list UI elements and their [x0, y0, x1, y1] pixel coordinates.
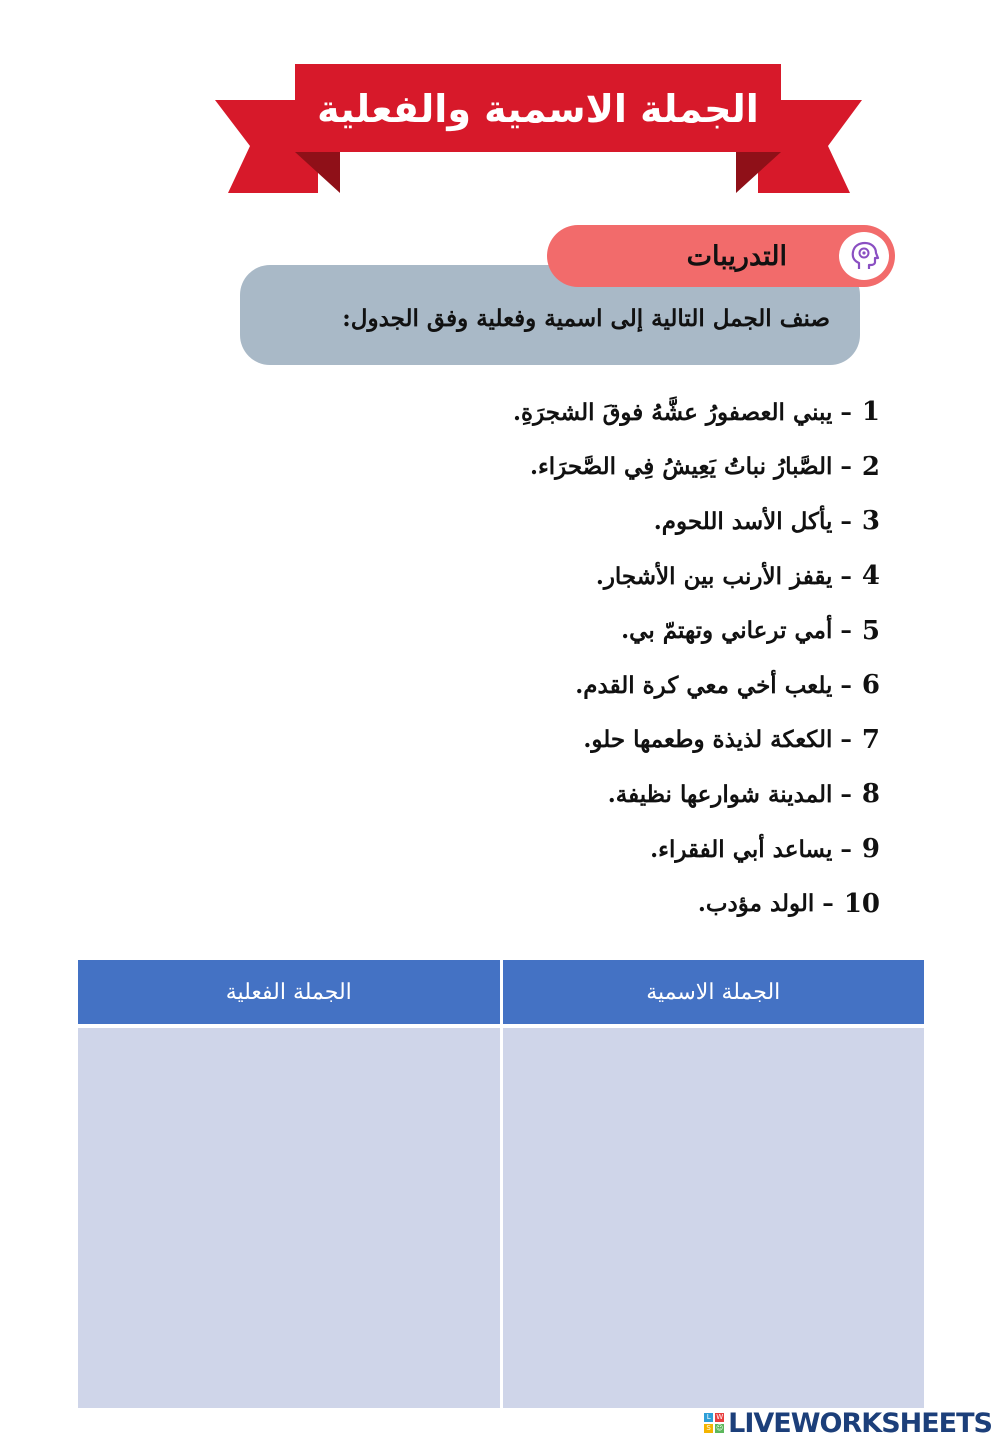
liveworksheets-logo [704, 1405, 992, 1441]
logo-blocks-icon [704, 1413, 724, 1433]
sentence-text: – أمي ترعاني وتهتمّ بي. [621, 617, 852, 645]
list-item [320, 822, 880, 877]
logo-text: LIVEWORKSHEETS [728, 1407, 992, 1439]
sentence-text: – الصَّبارُ نباتُ يَعِيشُ فِي الصَّحرَاء. [529, 453, 852, 481]
sentence-number: 10 [843, 888, 880, 919]
logo-block: S [704, 1424, 713, 1433]
sentence-number: 4 [861, 561, 880, 592]
list-item [320, 876, 880, 931]
sentence-number: 6 [861, 670, 880, 701]
list-item [320, 603, 880, 658]
verbal-drop-zone[interactable] [78, 1028, 500, 1408]
sentence-text: – الكعكة لذيذة وطعمها حلو. [583, 726, 852, 754]
sentence-number: 3 [861, 506, 880, 537]
instruction-text: صنف الجمل التالية إلى اسمية وفعلية وفق الجدول: [342, 305, 830, 332]
nominal-drop-zone[interactable] [503, 1028, 925, 1408]
sentence-text: – يلعب أخي معي كرة القدم. [575, 671, 852, 699]
sentence-list [320, 385, 880, 931]
sentence-text: – يساعد أبي الفقراء. [650, 835, 852, 863]
sentence-text: – المدينة شوارعها نظيفة. [607, 780, 852, 808]
list-item [320, 658, 880, 713]
sentence-text: – يأكل الأسد اللحوم. [653, 507, 852, 535]
logo-block: W [716, 1413, 724, 1421]
list-item [320, 440, 880, 495]
sentence-text: – يبني العصفورُ عشَّهُ فوقَ الشجرَةِ. [513, 398, 852, 426]
list-item [320, 494, 880, 549]
title-banner [210, 58, 870, 203]
sentence-number: 1 [861, 397, 880, 428]
sentence-number: 2 [861, 451, 880, 482]
sentence-number: 8 [861, 779, 880, 810]
list-item [320, 713, 880, 768]
list-item [320, 549, 880, 604]
nominal-column-header: الجملة الاسمية [503, 960, 925, 1024]
list-item [320, 767, 880, 822]
verbal-column-header: الجملة الفعلية [78, 960, 500, 1024]
logo-block: ☺ [716, 1424, 724, 1432]
list-item [320, 385, 880, 440]
sentence-number: 5 [861, 615, 880, 646]
head-gear-icon [839, 232, 889, 280]
sentence-number: 9 [861, 834, 880, 865]
sentence-number: 7 [861, 724, 880, 755]
page-title: الجملة الاسمية والفعلية [317, 87, 759, 131]
section-header [547, 225, 895, 287]
section-label: التدريبات [686, 240, 787, 272]
sentence-text: – الولد مؤدب. [697, 890, 834, 918]
sentence-text: – يقفز الأرنب بين الأشجار. [595, 562, 852, 590]
logo-block: L [704, 1413, 713, 1422]
classification-table [78, 960, 924, 1408]
